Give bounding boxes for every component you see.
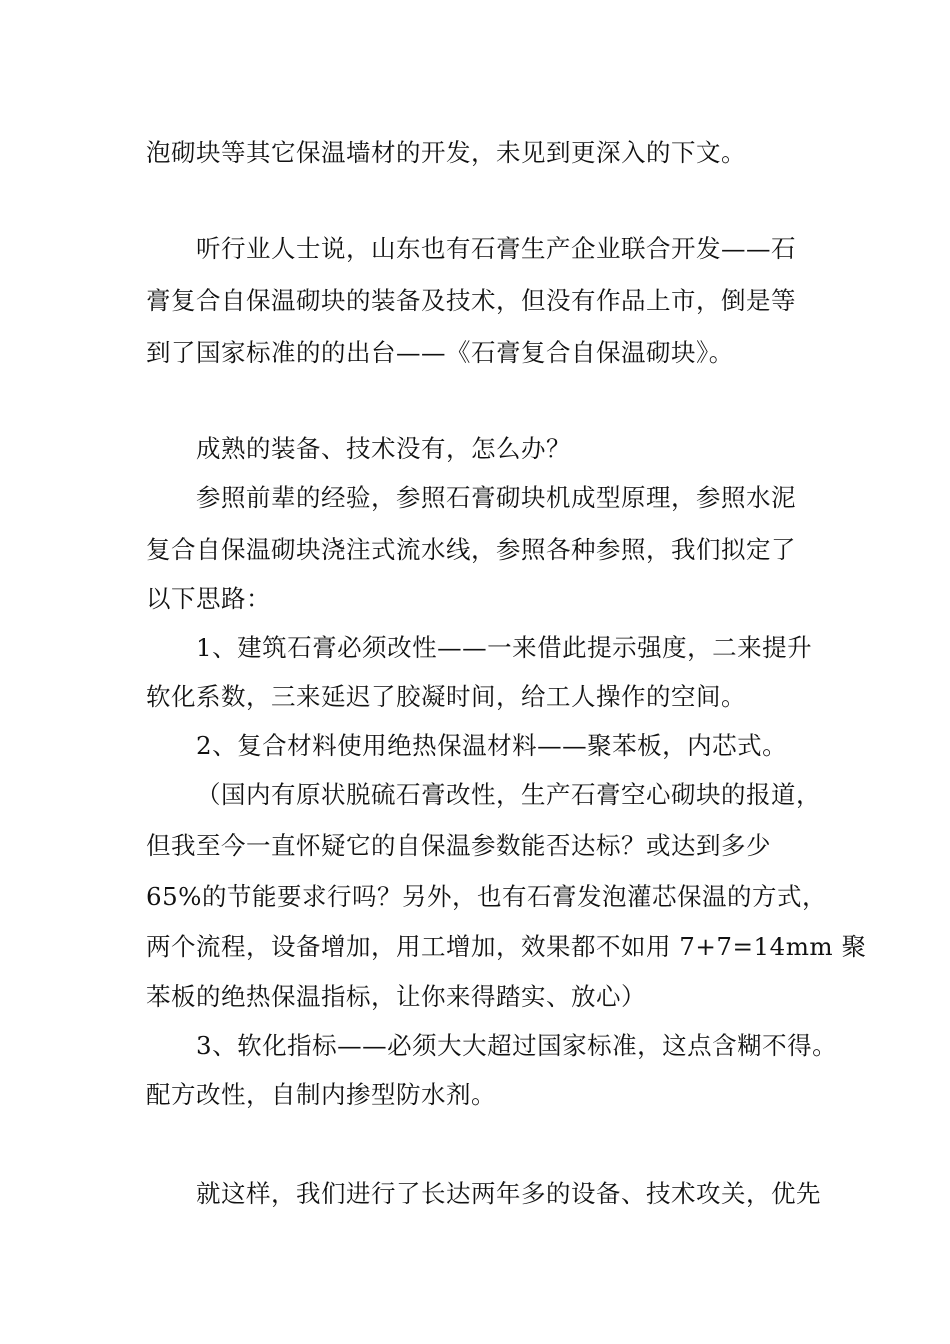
text-line: 配方改性，自制内掺型防水剂。 [146,1080,496,1109]
text-line: 参照前辈的经验，参照石膏砌块机成型原理，参照水泥 [196,483,796,512]
text-line: 复合自保温砌块浇注式流水线，参照各种参照，我们拟定了 [146,535,796,564]
text-line: 就这样，我们进行了长达两年多的设备、技术攻关，优先 [196,1179,821,1208]
text-line: 1、建筑石膏必须改性——一来借此提示强度，二来提升 [196,633,813,662]
text-line: 以下思路： [146,584,271,613]
text-line: 膏复合自保温砌块的装备及技术，但没有作品上市，倒是等 [146,286,796,315]
text-line: 成熟的装备、技术没有，怎么办？ [196,434,571,463]
text-line: 两个流程，设备增加，用工增加，效果都不如用 7+7=14mm 聚 [146,932,867,961]
text-line: 3、软化指标——必须大大超过国家标准，这点含糊不得。 [196,1031,838,1060]
text-line: 到了国家标准的的出台——《石膏复合自保温砌块》。 [146,338,734,367]
text-line: 泡砌块等其它保温墙材的开发，未见到更深入的下文。 [146,138,746,167]
text-line: 软化系数，三来延迟了胶凝时间，给工人操作的空间。 [146,682,746,711]
text-line: 听行业人士说，山东也有石膏生产企业联合开发——石 [196,234,796,263]
text-line: 苯板的绝热保温指标，让你来得踏实、放心） [146,982,646,1011]
text-line: 2、复合材料使用绝热保温材料——聚苯板，内芯式。 [196,731,788,760]
text-line: 65%的节能要求行吗？另外，也有石膏发泡灌芯保温的方式， [146,882,827,911]
text-line: （国内有原状脱硫石膏改性，生产石膏空心砌块的报道， [196,780,821,809]
text-line: 但我至今一直怀疑它的自保温参数能否达标？或达到多少 [146,831,771,860]
